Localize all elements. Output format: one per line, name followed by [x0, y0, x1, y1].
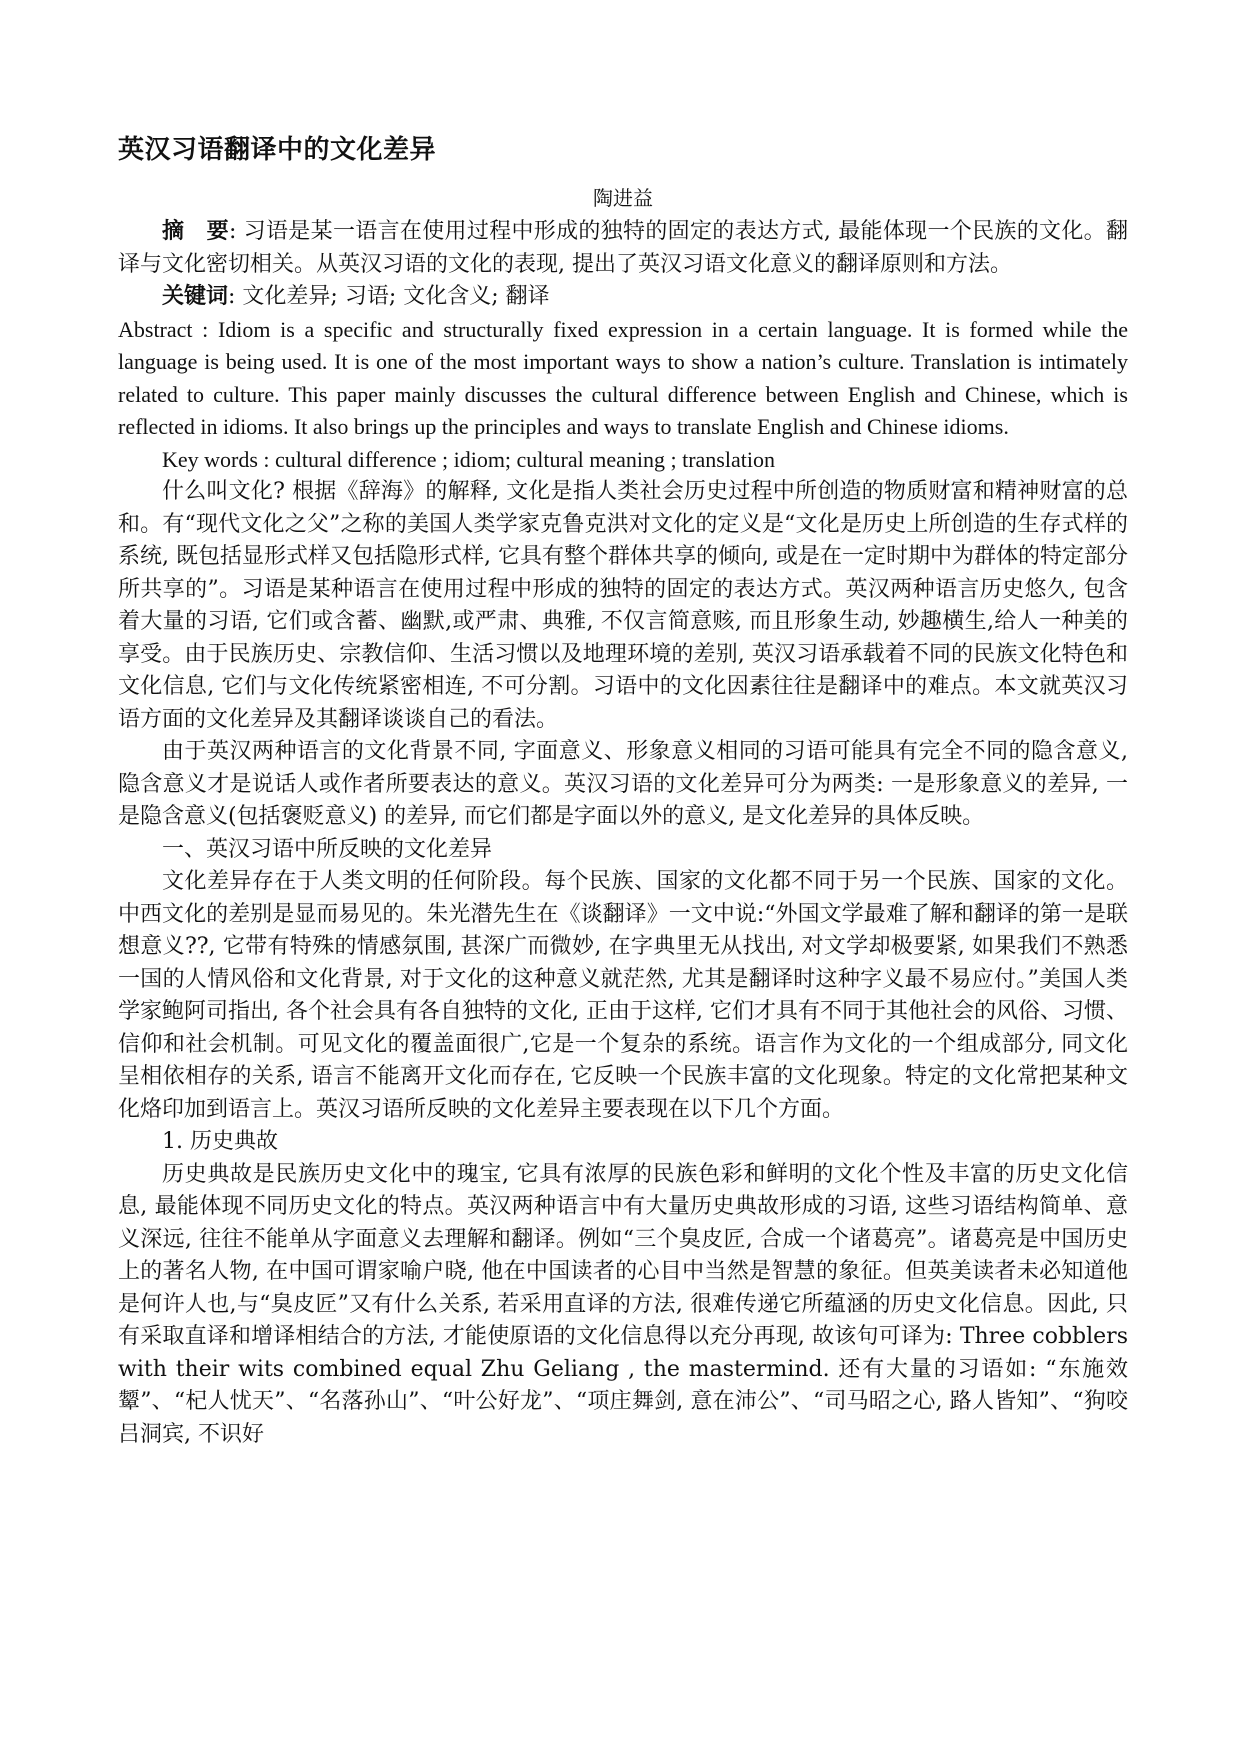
section-heading: 一、英汉习语中所反映的文化差异: [162, 836, 493, 862]
keywords-cn: [118, 281, 1128, 314]
body-paragraph: 什么叫文化? 根据《辞海》的解释, 文化是指人类社会历史过程中所创造的物质财富和精神财富的总和。有“现代文化之父”之称的美国人类学家克鲁克洪对文化的定义是“文化是历史上所创造的生存式样的系统, 既包括显形式样又包括隐形式样, 它具有整个群体共享的倾向, 或是在一定时期中为群体的特定部分所共享的”。习语是某种语言在使用过程中形成的独特的固定的表达方式。英汉两种语言历史悠久, 包含着大量的习语, 它们或含蓄、幽默,或严肃、典雅, 不仅言简意赅, 而且形象生动, 妙趣横生,给人一种美的享受。由于民族历史、宗教信仰、生活习惯以及地理环境的差别, 英汉习语承载着不同的民族文化特色和文化信息, 它们与文化传统紧密相连, 不可分割。习语中的文化因素往往是翻译中的难点。本文就英汉习语方面的文化差异及其翻译谈谈自己的看法。: [118, 479, 1128, 732]
keywords-cn-text: : 文化差异; 习语; 文化含义; 翻译: [228, 284, 550, 309]
body-paragraph: 历史典故是民族历史文化中的瑰宝, 它具有浓厚的民族色彩和鲜明的文化个性及丰富的历史文化信息, 最能体现不同历史文化的特点。英汉两种语言中有大量历史典故形成的习语, 这些习语结构简单、意义深远, 往往不能单从字面意义去理解和翻译。例如“三个臭皮匠, 合成一个诸葛亮”。诸葛亮是中国历史上的著名人物, 在中国可谓家喻户晓, 他在中国读者的心目中当然是智慧的象征。但英美读者未必知道他是何许人也,与“臭皮匠”又有什么关系, 若采用直译的方法, 很难传递它所蕴涵的历史文化信息。因此, 只有采取直译和增译相结合的方法, 才能使原语的文化信息得以充分再现, 故该句可译为: Three cobblers with their wits combined equal Zhu Geliang , the mastermind. 还有大量的习语如: “东施效颦”、“杞人忧天”、“名落孙山”、“叶公好龙”、“项庄舞剑, 意在沛公”、“司马昭之心, 路人皆知”、“狗咬吕洞宾, 不识好: [118, 1161, 1128, 1447]
abstract-cn-text: : 习语是某一语言在使用过程中形成的独特的固定的表达方式, 最能体现一个民族的文化。翻译与文化密切相关。从英汉习语的文化的表现, 提出了英汉习语文化意义的翻译原则和方法。: [118, 219, 1128, 277]
subsection-heading: 1. 历史典故: [162, 1129, 278, 1154]
keywords-cn-label: 关键词: [162, 284, 229, 309]
abstract-en: Abstract : Idiom is a specific and structurally fixed expression in a certain language. It is formed while the language is being used. It is one of the most important ways to show a nation’s culture. Translation is intimately related to culture. This paper mainly discusses the cultural difference between English and Chinese, which is reflected in idioms. It also brings up the principles and ways to translate English and Chinese idioms.: [118, 316, 1128, 439]
body-paragraph: 由于英汉两种语言的文化背景不同, 字面意义、形象意义相同的习语可能具有完全不同的隐含意义, 隐含意义才是说话人或作者所要表达的意义。英汉习语的文化差异可分为两类: 一是形象意义的差异, 一是隐含意义(包括褒贬意义) 的差异, 而它们都是字面以外的意义, 是文化差异的具体反映。: [118, 739, 1128, 829]
document-page: [118, 120, 1128, 1451]
paper-title: 英汉习语翻译中的文化差异: [118, 135, 437, 165]
keywords-en: Key words : cultural difference ; idiom; cultural meaning ; translation: [162, 446, 775, 472]
abstract-cn-label: 摘 要: [162, 219, 229, 244]
abstract-cn: [118, 216, 1128, 281]
author-name: 陶进益: [593, 186, 653, 210]
body-paragraph: 文化差异存在于人类文明的任何阶段。每个民族、国家的文化都不同于另一个民族、国家的文化。中西文化的差别是显而易见的。朱光潜先生在《谈翻译》一文中说:“外国文学最难了解和翻译的第一是联想意义??, 它带有特殊的情感氛围, 甚深广而微妙, 在字典里无从找出, 对文学却极要紧, 如果我们不熟悉一国的人情风俗和文化背景, 对于文化的这种意义就茫然, 尤其是翻译时这种字义最不易应付。”美国人类学家鲍阿司指出, 各个社会具有各自独特的文化, 正由于这样, 它们才具有不同于其他社会的风俗、习惯、信仰和社会机制。可见文化的覆盖面很广,它是一个复杂的系统。语言作为文化的一个组成部分, 同文化呈相依相存的关系, 语言不能离开文化而存在, 它反映一个民族丰富的文化现象。特定的文化常把某种文化烙印加到语言上。英汉习语所反映的文化差异主要表现在以下几个方面。: [118, 869, 1128, 1122]
